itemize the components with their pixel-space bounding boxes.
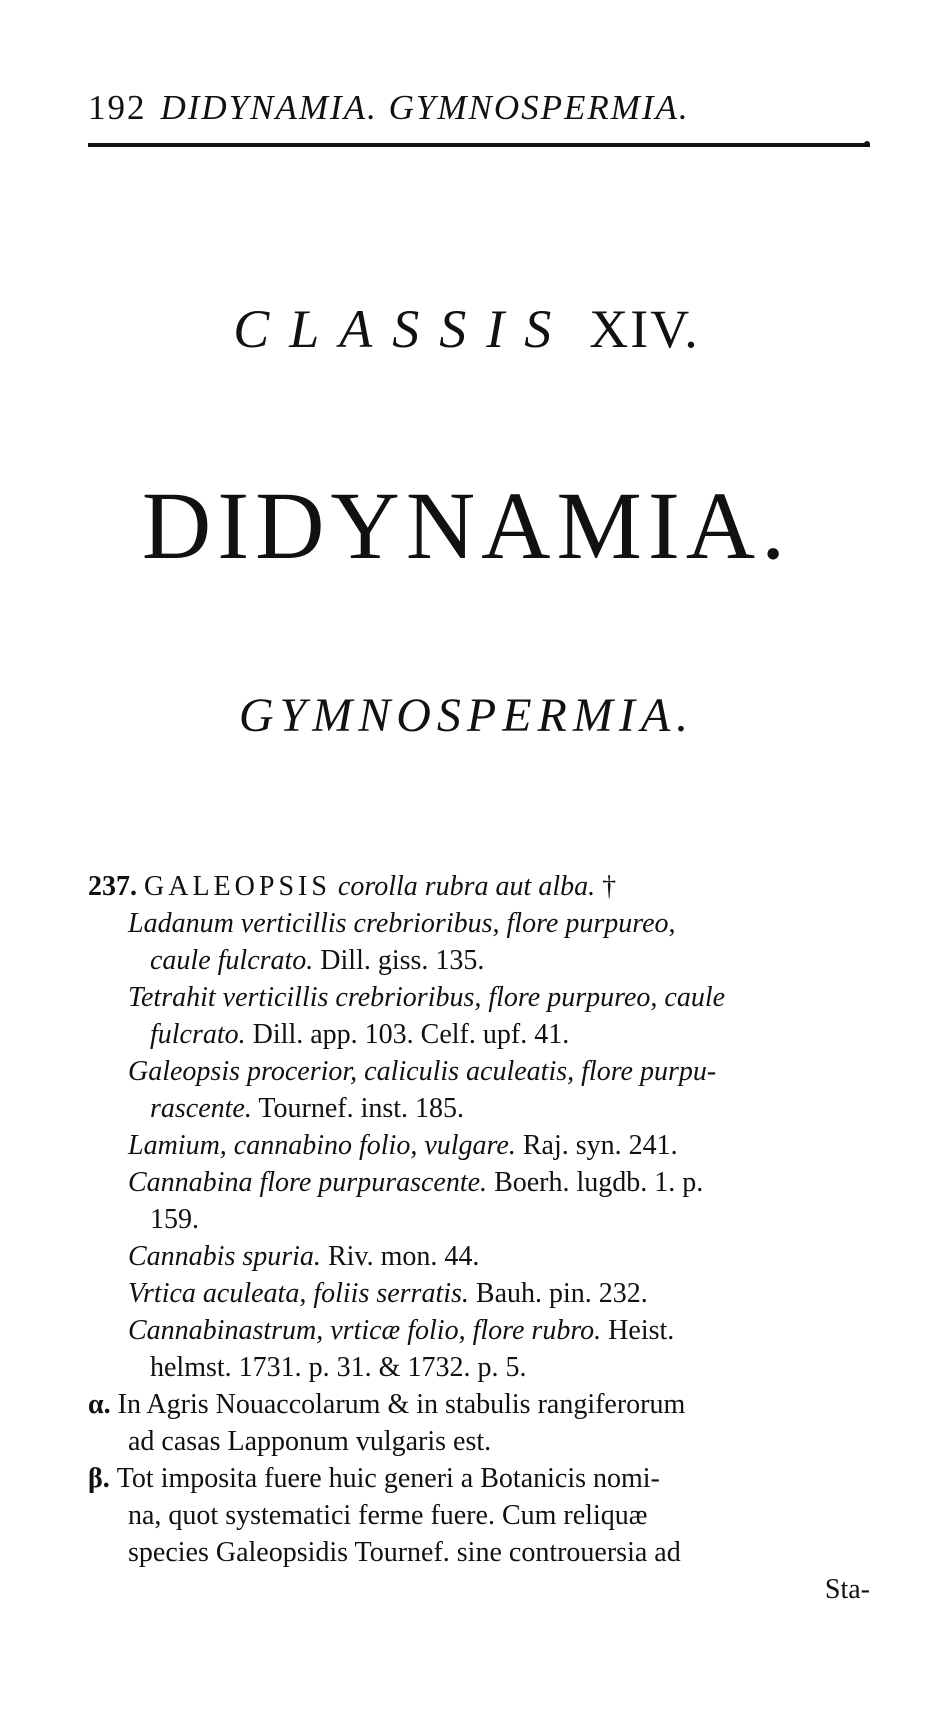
synonym-line xyxy=(88,979,870,1016)
synonym-line xyxy=(88,1238,870,1275)
synonym-text: Cannabina flore purpurascente. xyxy=(128,1167,488,1198)
note-text: In Agris Nouaccolarum & in stabulis rangiferorum xyxy=(117,1389,686,1420)
synonym-line xyxy=(88,1201,870,1238)
synonym-text: Tetrahit verticillis crebrioribus, flore purpureo, caule xyxy=(128,982,726,1013)
class-numeral: XIV. xyxy=(589,299,700,359)
entry-number: 237. xyxy=(88,871,137,902)
synonym-line xyxy=(88,1275,870,1312)
running-head xyxy=(88,88,868,128)
synonym-text: Cannabis spuria. xyxy=(128,1241,321,1272)
synonym-line xyxy=(88,1127,870,1164)
synonym-reference: Tournef. inst. 185. xyxy=(258,1093,465,1124)
synonym-text: Cannabinastrum, vrticæ folio, flore rubro. xyxy=(128,1315,602,1346)
header-rule xyxy=(88,143,870,147)
sub-title: GYMNOSPERMIA. xyxy=(238,689,695,742)
class-title xyxy=(0,298,933,360)
synonym-reference: Raj. syn. 241. xyxy=(522,1130,678,1161)
synonym-text: caule fulcrato. xyxy=(150,945,314,976)
synonym-text: Galeopsis procerior, caliculis aculeatis, flore purpu- xyxy=(128,1056,717,1087)
genus-name: GALEOPSIS xyxy=(144,871,331,902)
note-beta-line xyxy=(88,1534,870,1571)
dagger-mark: † xyxy=(602,871,617,902)
running-head-title: DIDYNAMIA. GYMNOSPERMIA. xyxy=(160,88,690,127)
synonym-reference: helmst. 1731. p. 31. & 1732. p. 5. xyxy=(150,1352,527,1383)
main-title: DIDYNAMIA. xyxy=(141,472,792,579)
synonym-reference: Boerh. lugdb. 1. p. xyxy=(494,1167,704,1198)
note-text: species Galeopsidis Tournef. sine controuersia ad xyxy=(128,1537,681,1568)
synonym-line xyxy=(88,1053,870,1090)
synonym-reference: 159. xyxy=(150,1204,199,1235)
synonym-text: Vrtica aculeata, foliis serratis. xyxy=(128,1278,469,1309)
catchword: Sta- xyxy=(824,1574,870,1605)
synonym-text: Ladanum verticillis crebrioribus, flore purpureo, xyxy=(128,908,676,939)
entry-header-line xyxy=(88,868,870,905)
entry-body xyxy=(88,868,870,1608)
class-word: CLASSIS xyxy=(233,299,572,359)
note-beta-mark: β. xyxy=(88,1463,110,1494)
synonym-reference: Riv. mon. 44. xyxy=(327,1241,480,1272)
synonym-reference: Dill. app. 103. Celf. upf. 41. xyxy=(252,1019,570,1050)
note-text: Tot imposita fuere huic generi a Botanicis nomi- xyxy=(116,1463,660,1494)
note-alpha-line xyxy=(88,1386,870,1423)
note-alpha-mark: α. xyxy=(88,1389,111,1420)
genus-diagnosis: corolla rubra aut alba. xyxy=(337,871,596,902)
note-beta-line xyxy=(88,1497,870,1534)
synonym-line xyxy=(88,905,870,942)
synonym-reference: Bauh. pin. 232. xyxy=(475,1278,648,1309)
note-alpha-line xyxy=(88,1423,870,1460)
page-number: 192 xyxy=(88,88,147,127)
synonym-line xyxy=(88,1349,870,1386)
synonym-text: fulcrato. xyxy=(150,1019,246,1050)
note-beta-line xyxy=(88,1460,870,1497)
synonym-line xyxy=(88,1312,870,1349)
synonym-reference: Dill. giss. 135. xyxy=(320,945,485,976)
synonym-line xyxy=(88,1016,870,1053)
synonym-text: rascente. xyxy=(150,1093,252,1124)
synonym-line xyxy=(88,942,870,979)
synonym-text: Lamium, cannabino folio, vulgare. xyxy=(128,1130,516,1161)
note-text: ad casas Lapponum vulgaris est. xyxy=(128,1426,492,1457)
note-text: na, quot systematici ferme fuere. Cum reliquæ xyxy=(128,1500,648,1531)
synonym-reference: Heist. xyxy=(608,1315,675,1346)
synonym-line xyxy=(88,1164,870,1201)
synonym-line xyxy=(88,1090,870,1127)
